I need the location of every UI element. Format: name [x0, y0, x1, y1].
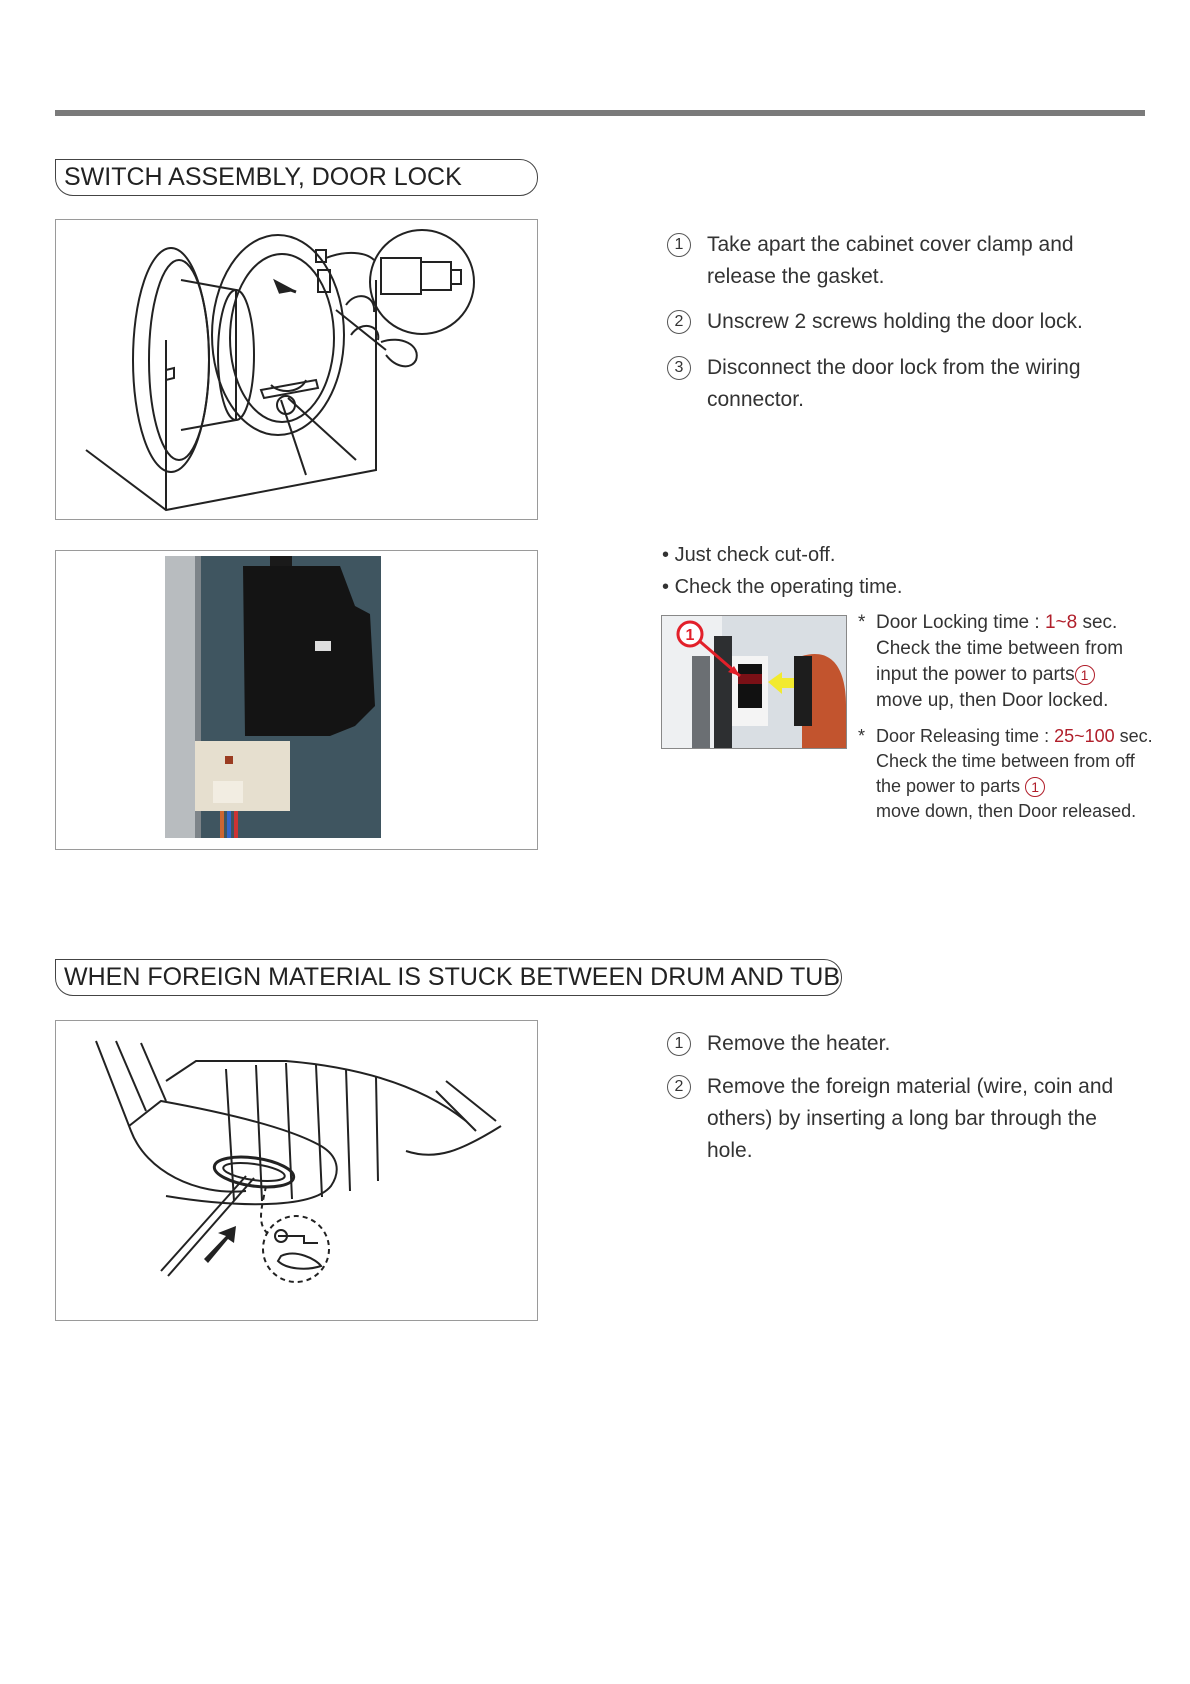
top-rule [55, 110, 1145, 116]
locking-part-marker: 1 [1075, 665, 1095, 685]
releasing-time-unit: sec. [1114, 726, 1153, 746]
step-2-unscrew [667, 306, 1137, 338]
locking-line-4: move up, then Door locked. [876, 690, 1109, 711]
step-2-line-1: Unscrew 2 screws holding the door lock. [707, 310, 1083, 333]
step-1-line-1: Take apart the cabinet cover clamp and [707, 233, 1074, 256]
photo-callout-label: 1 [685, 627, 695, 644]
step-1-line-1: Remove the heater. [707, 1032, 891, 1055]
releasing-time-value: 25~100 [1054, 726, 1115, 746]
step-1-release-gasket [667, 229, 1137, 293]
step-number-1: 1 [667, 233, 691, 257]
releasing-time-line [876, 724, 1181, 749]
bullet-1-text: Just check cut-off. [674, 544, 836, 566]
door-lock-small-photo [661, 615, 847, 749]
drum-tub-drawing [56, 1021, 536, 1319]
locking-time-unit: sec. [1077, 612, 1118, 633]
bullet-operating-time: • Check the operating time. [662, 576, 903, 598]
step-3-line-1: Disconnect the door lock from the wiring [707, 356, 1081, 379]
step-number-3: 3 [667, 356, 691, 380]
door-lock-small-photo-image [662, 616, 846, 748]
step-2-remove-foreign-material [667, 1071, 1137, 1167]
locking-line-3 [876, 662, 1176, 688]
locking-line-2: Check the time between from [876, 638, 1124, 659]
door-lock-photo-frame [55, 550, 538, 850]
releasing-time-label: Door Releasing time : [876, 726, 1055, 746]
releasing-line-3 [876, 774, 1181, 799]
locking-time-line [876, 610, 1176, 636]
step-3-disconnect [667, 352, 1137, 416]
releasing-part-marker: 1 [1025, 777, 1045, 797]
note-door-releasing-time [858, 724, 1178, 828]
foreign-material-illustration [55, 1020, 538, 1321]
step-number-1: 1 [667, 1032, 691, 1056]
section-title-door-lock: SWITCH ASSEMBLY, DOOR LOCK [55, 159, 538, 196]
section-title-foreign-material: WHEN FOREIGN MATERIAL IS STUCK BETWEEN DRUM AND TUB [55, 959, 842, 996]
note-asterisk: * [858, 612, 866, 633]
locking-time-label: Door Locking time : [876, 612, 1045, 633]
step-1-remove-heater [667, 1028, 1137, 1060]
step-1-line-2: release the gasket. [707, 265, 885, 288]
step-number-2: 2 [667, 1075, 691, 1099]
step-number-2: 2 [667, 310, 691, 334]
bullet-2-text: Check the operating time. [674, 576, 903, 598]
step-2-line-2: others) by inserting a long bar through the [707, 1107, 1097, 1130]
door-lock-photo [165, 556, 381, 838]
bullet-check-cutoff: • Just check cut-off. [662, 544, 836, 566]
locking-time-value: 1~8 [1044, 612, 1078, 633]
locking-line-3-text: input the power to parts [876, 664, 1075, 685]
releasing-line-4: move down, then Door released. [876, 801, 1137, 821]
step-2-line-1: Remove the foreign material (wire, coin and [707, 1075, 1114, 1098]
step-2-line-3: hole. [707, 1139, 753, 1162]
releasing-line-3-text: the power to parts [876, 776, 1021, 796]
door-lock-drawing [56, 220, 536, 518]
note-door-locking-time [858, 610, 1178, 714]
door-lock-removal-illustration [55, 219, 538, 520]
note-asterisk: * [858, 726, 866, 746]
releasing-line-2: Check the time between from off [876, 751, 1135, 771]
step-3-line-2: connector. [707, 388, 804, 411]
